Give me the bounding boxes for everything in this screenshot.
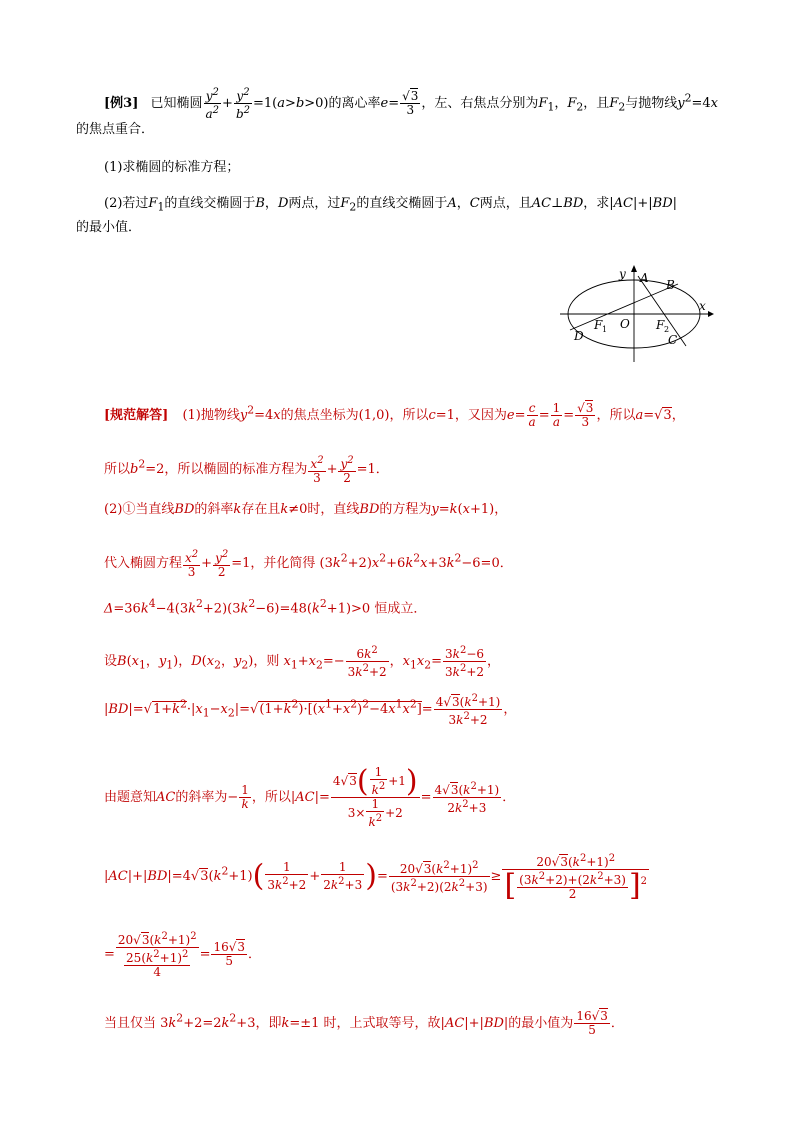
- solution-line-4: 代入椭圆方程 $\frac{x^2}{3}$ + $\frac{y^2}{2}$ =1，并化简得 $(3k^2+2)x^2+6k^2x+3k^2-6=0$．: [104, 549, 513, 579]
- solution-line-6: 设$B(x_1$，$y_1$)，$D(x_2$，$y_2$)，则 $x_1+x_2=-$ $\frac{6k^2}{3k^2+2}$ ，$x_1x_2=$ $\frac{3k^2-6}{3k^2+2}$ ，: [104, 645, 501, 679]
- solution-line-8: 由题意知AC的斜率为− $\frac{1}{k}$ ，所以|AC|= 4√3( $\frac{1}{k^2}$ +1) 3× $\frac{1}{k^2}$ +2 = $\frac{4√3(k^2+1)}{2k^2+3}$ ．: [104, 764, 516, 829]
- label-f1-sub: 1: [602, 325, 608, 334]
- solution-line-7: $|BD|=√1+k^2\cdot|x_1-x_2|=√(1+k^2)\cdot[(x^1+x^2)^2-4x^1x^2]=$ $\frac{4√3(k^2+1)}{3k^2+2}$ ，: [104, 693, 517, 727]
- label-a: A: [640, 271, 649, 285]
- ellipse-figure: [556, 262, 716, 366]
- solution-line-3: (2)①当直线BD的斜率k存在且k≠0时，直线BD的方程为y=k(x+1)，: [104, 502, 508, 517]
- solution-line-1: [规范解答] (1)抛物线$y^2=4x$的焦点坐标为(1,0)，所以c=1，又因为e= $\frac{c}{a}$ = $\frac{1}{a}$ = $\frac{√3}{3}$ ，所以a=√3，: [104, 401, 685, 429]
- question-1: (1)求椭圆的标准方程；: [104, 160, 240, 175]
- solution-tag: [规范解答]: [104, 408, 169, 423]
- y-arrow: [631, 265, 637, 272]
- example-tag: [例3]: [104, 96, 139, 111]
- label-d: D: [574, 329, 584, 343]
- label-f2: F: [656, 318, 665, 332]
- line-ac: [638, 276, 686, 346]
- label-x: x: [699, 299, 706, 313]
- question-2-line2: 的最小值．: [76, 220, 142, 235]
- label-y: y: [619, 267, 626, 281]
- solution-line-2: 所以$b^2=2$，所以椭圆的标准方程为 $\frac{x^2}{3}$ + $\frac{y^2}{2}$ =1．: [104, 455, 389, 485]
- example-stem-line1: 已知椭圆 $\frac{y^2}{a^2}$ + $\frac{y^2}{b^2}$ =1(a>b>0)的离心率e= $\frac{√3}{3}$ ，左、右焦点分别为$F_1$，$F_2$，且$F_2$与抛物线$y^2=4x$: [150, 87, 719, 121]
- label-b: B: [666, 278, 675, 292]
- example-line-1: [104, 86, 718, 121]
- x-arrow: [708, 311, 714, 317]
- solution-line-10: = $\frac{20√3(k^2+1)^2}{\frac{25(k^2+1)^2}{4}}$ = $\frac{16√3}{5}$ ．: [104, 931, 262, 979]
- label-f1: F: [594, 318, 603, 332]
- label-o: O: [620, 317, 630, 331]
- solution-line-11: 当且仅当 $3k^2+2=2k^2+3$，即k=±1 时，上式取等号，故|AC|+|BD|的最小值为 $\frac{16√3}{5}$ ．: [104, 1009, 624, 1037]
- question-2-line1: (2)若过$F_1$的直线交椭圆于B，D两点，过$F_2$的直线交椭圆于A，C两点，且AC⊥BD，求|AC|+|BD|: [104, 196, 678, 214]
- label-c: C: [668, 333, 678, 347]
- solution-line-5: $\Delta=36k^4-4(3k^2+2)(3k^2-6)=48(k^2+1)>0$ 恒成立．: [104, 597, 427, 617]
- example-stem-line2: 的焦点重合．: [76, 122, 155, 137]
- solution-line-9: $|AC|+|BD|=4√3(k^2+1)$( $\frac{1}{3k^2+2}$ + $\frac{1}{2k^2+3}$ )= $\frac{20√3(k^2+1)^2}{(3k^2+2)(2k^2+3)}$ ≥ $20√3(k^2+1)^2$ [ $\frac{(3k^2+2)+(2k^2+3)}{2}$ ]$^2$: [104, 853, 648, 903]
- label-f2-sub: 2: [664, 325, 670, 334]
